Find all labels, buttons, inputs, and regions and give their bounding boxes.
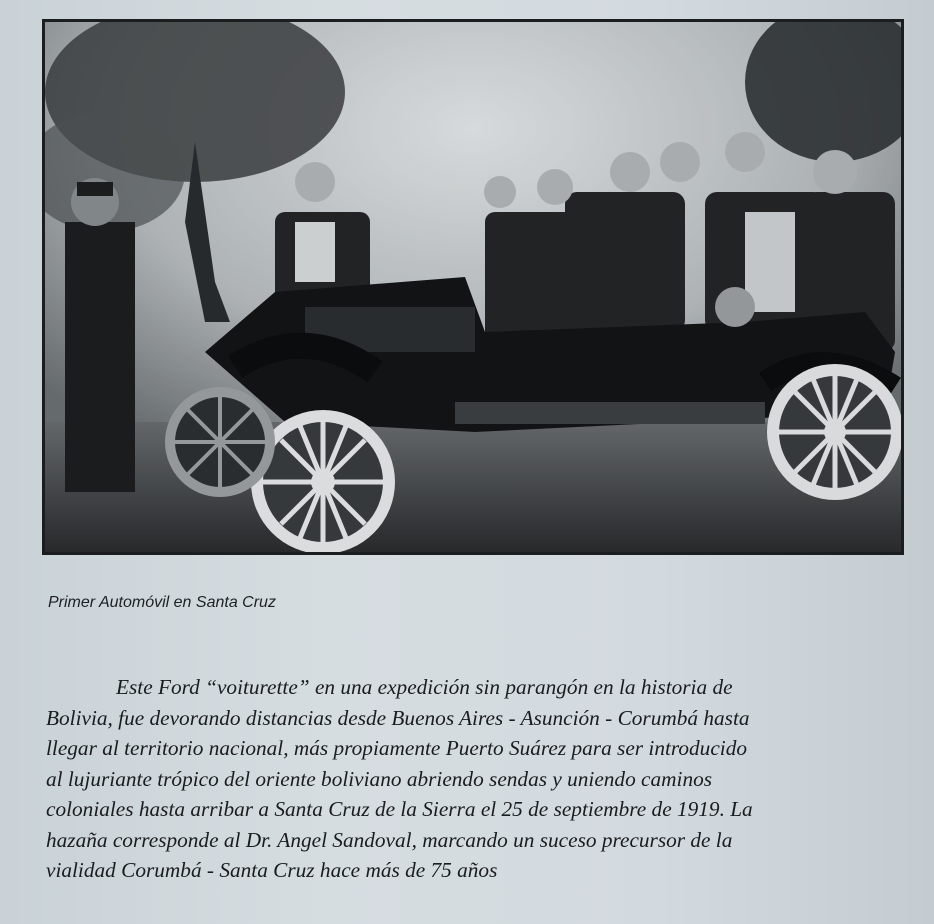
paragraph-line: hazaña corresponde al Dr. Angel Sandoval, marcando un suceso precursor de la — [46, 827, 733, 852]
paragraph-line: al lujuriante trópico del oriente boliviano abriendo sendas y uniendo caminos — [46, 766, 713, 791]
paragraph-line: coloniales hasta arribar a Santa Cruz de la Sierra el 25 de septiembre de 1919. La — [46, 797, 753, 821]
article-paragraph — [46, 672, 916, 886]
paragraph-line: Bolivia, fue devorando distancias desde Buenos Aires - Asunción - Corumbá hasta — [46, 705, 750, 730]
historic-photo — [42, 19, 904, 555]
photo-caption: Primer Automóvil en Santa Cruz — [48, 594, 276, 611]
paragraph-line: Este Ford “voiturette” en una expedición sin parangón en la historia de — [116, 675, 733, 699]
car-photo-illustration — [45, 22, 901, 552]
paragraph-line: llegar al territorio nacional, más propiamente Puerto Suárez para ser introducido — [46, 736, 747, 760]
paragraph-line: vialidad Corumbá - Santa Cruz hace más de 75 años — [46, 858, 498, 882]
